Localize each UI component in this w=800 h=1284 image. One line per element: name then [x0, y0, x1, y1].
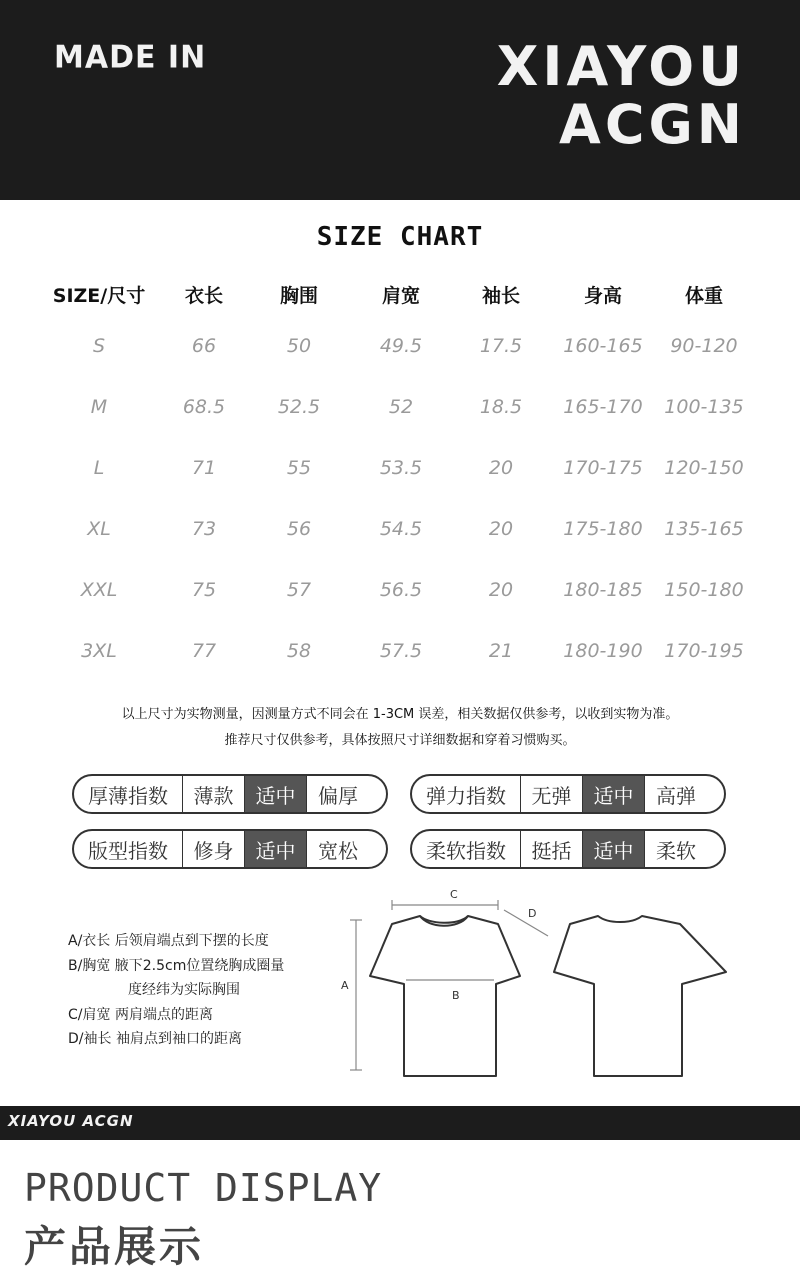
index-label: 版型指数	[74, 831, 183, 867]
dimension-d-line	[504, 910, 548, 936]
product-display-title-zh: 产品展示	[24, 1222, 205, 1271]
table-cell: 18.5	[479, 396, 523, 418]
table-cell: 90-120	[670, 335, 738, 357]
table-cell: S	[92, 335, 106, 357]
table-cell: 50	[286, 335, 312, 357]
table-cell: 52.5	[277, 396, 321, 418]
table-cell: XXL	[80, 579, 118, 601]
index-option: 薄款	[183, 776, 245, 812]
table-row	[44, 326, 764, 387]
table-cell: 180-190	[563, 640, 643, 662]
table-cell: XL	[87, 518, 111, 540]
table-cell: 170-195	[664, 640, 744, 662]
elasticity-index	[410, 774, 726, 814]
column-header: 体重	[684, 285, 723, 307]
measurement-legend	[68, 929, 284, 1052]
legend-b: B/胸宽 腋下2.5cm位置绕胸成圈量	[68, 957, 285, 974]
table-cell: 17.5	[479, 335, 523, 357]
measurement-note: 以上尺寸为实物测量，因测量方式不同会在 1-3CM 误差，相关数据仅供参考，以收到实物为准。	[121, 707, 679, 722]
table-cell: 71	[191, 457, 217, 479]
column-header: 胸围	[279, 285, 318, 307]
table-cell: 77	[191, 640, 217, 662]
softness-index	[410, 829, 726, 869]
table-cell: 20	[488, 457, 514, 479]
dimension-d-label: D	[528, 907, 537, 920]
product-display-title: PRODUCT DISPLAY	[24, 1166, 383, 1210]
size-table	[44, 276, 764, 692]
index-option: 柔软	[656, 838, 696, 863]
brand-line-2: ACGN	[559, 93, 746, 156]
brand-logo	[496, 35, 746, 156]
table-cell: 3XL	[81, 640, 117, 662]
table-cell: L	[93, 457, 105, 479]
table-cell: 68.5	[182, 396, 226, 418]
dimension-a-line	[350, 920, 362, 1070]
index-option-selected: 适中	[583, 831, 645, 867]
table-cell: 150-180	[664, 579, 744, 601]
fit-index	[72, 829, 388, 869]
table-cell: 73	[191, 518, 217, 540]
table-cell: 135-165	[664, 518, 744, 540]
table-cell: 54.5	[379, 518, 423, 540]
dimension-b-label: B	[452, 989, 460, 1002]
dimension-c-line	[392, 900, 498, 910]
index-option: 宽松	[318, 838, 358, 863]
column-header: 身高	[583, 285, 622, 307]
table-cell: 160-165	[563, 335, 643, 357]
index-option-selected: 适中	[583, 776, 645, 812]
table-row	[44, 570, 764, 631]
table-cell: 66	[191, 335, 217, 357]
index-option: 偏厚	[318, 783, 358, 808]
tshirt-front-icon	[370, 916, 520, 1076]
index-option: 修身	[183, 831, 245, 867]
table-cell: 57	[286, 579, 312, 601]
banner-text: XIAYOU ACGN	[8, 1112, 134, 1130]
table-cell: 56.5	[379, 579, 423, 601]
dimension-c-label: C	[450, 888, 458, 901]
index-label: 弹力指数	[412, 776, 521, 812]
thickness-index	[72, 774, 388, 814]
table-cell: 52	[388, 396, 414, 418]
table-row	[44, 631, 764, 692]
table-cell: 20	[488, 518, 514, 540]
table-cell: 175-180	[563, 518, 643, 540]
made-in-text: MADE IN	[54, 39, 207, 76]
column-header: 肩宽	[381, 285, 420, 307]
column-header: 袖长	[481, 285, 520, 307]
table-cell: 20	[488, 579, 514, 601]
table-cell: 75	[191, 579, 217, 601]
table-cell: 165-170	[563, 396, 643, 418]
size-chart-title: SIZE CHART	[316, 222, 484, 252]
brand-line-1: XIAYOU	[496, 35, 746, 98]
legend-b-continued: 度经纬为实际胸围	[128, 982, 240, 998]
table-header-row	[44, 276, 764, 326]
table-cell: 53.5	[379, 457, 423, 479]
index-option-selected: 适中	[245, 831, 307, 867]
dimension-a-label: A	[341, 979, 349, 992]
table-cell: 49.5	[379, 335, 423, 357]
table-cell: 120-150	[664, 457, 744, 479]
table-cell: M	[90, 396, 108, 418]
index-option: 无弹	[521, 776, 583, 812]
column-header: SIZE/尺寸	[52, 285, 146, 307]
tshirt-measurement-diagram	[330, 880, 740, 1080]
table-cell: 21	[488, 640, 514, 662]
table-row	[44, 448, 764, 509]
tshirt-back-icon	[554, 916, 726, 1076]
index-option: 挺括	[521, 831, 583, 867]
table-cell: 58	[286, 640, 312, 662]
header-bar	[0, 0, 800, 200]
table-cell: 57.5	[379, 640, 423, 662]
legend-d: D/袖长 袖肩点到袖口的距离	[68, 1031, 242, 1047]
recommendation-note: 推荐尺寸仅供参考，具体按照尺寸详细数据和穿着习惯购买。	[224, 733, 576, 748]
column-header: 衣长	[184, 285, 223, 307]
index-option: 高弹	[656, 783, 696, 808]
index-label: 厚薄指数	[74, 776, 183, 812]
table-cell: 55	[286, 457, 312, 479]
table-cell: 170-175	[563, 457, 643, 479]
table-cell: 56	[286, 518, 312, 540]
table-row	[44, 387, 764, 448]
table-cell: 100-135	[664, 396, 744, 418]
legend-a: A/衣长 后领肩端点到下摆的长度	[68, 933, 269, 949]
brand-banner	[0, 1106, 800, 1140]
index-option-selected: 适中	[245, 776, 307, 812]
table-row	[44, 509, 764, 570]
legend-c: C/肩宽 两肩端点的距离	[68, 1006, 213, 1023]
index-label: 柔软指数	[412, 831, 521, 867]
table-cell: 180-185	[563, 579, 643, 601]
